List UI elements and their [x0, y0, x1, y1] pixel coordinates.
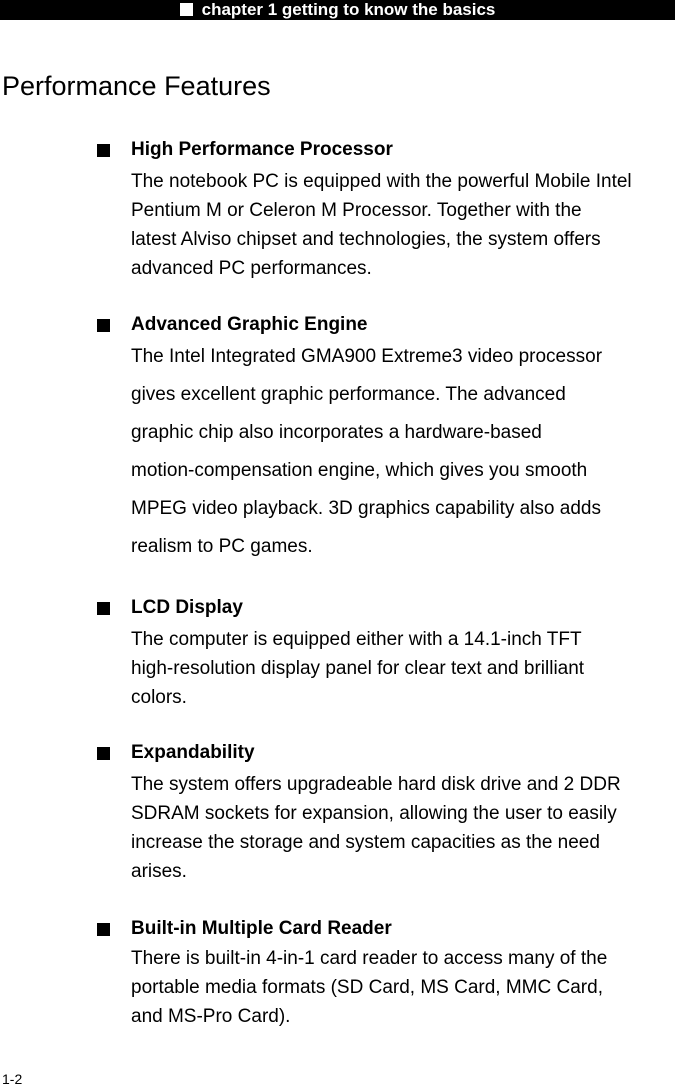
feature-text-line: The computer is equipped either with a 14.1-inch TFT	[131, 629, 582, 650]
feature-title: Built-in Multiple Card Reader	[131, 918, 392, 939]
feature-text-line: advanced PC performances.	[131, 258, 372, 279]
bullet-square-icon	[97, 602, 110, 615]
feature-text-line: increase the storage and system capacities as the need	[131, 832, 600, 853]
chapter-header-text: chapter 1 getting to know the basics	[201, 0, 496, 19]
feature-text-line: colors.	[131, 687, 187, 708]
feature-title: Advanced Graphic Engine	[131, 314, 368, 335]
header-square-icon	[180, 3, 193, 16]
feature-text-line: The system offers upgradeable hard disk drive and 2 DDR	[131, 774, 621, 795]
feature-text-line: latest Alviso chipset and technologies, the system offers	[131, 229, 601, 250]
feature-title: LCD Display	[131, 597, 243, 618]
feature-text-line: gives excellent graphic performance. The advanced	[131, 384, 566, 405]
bullet-square-icon	[97, 144, 110, 157]
feature-text-line: portable media formats (SD Card, MS Card, MMC Card,	[131, 977, 603, 998]
feature-text-line: MPEG video playback. 3D graphics capability also adds	[131, 498, 601, 519]
bullet-square-icon	[97, 923, 110, 936]
feature-text-line: and MS-Pro Card).	[131, 1006, 291, 1027]
feature-text-line: The notebook PC is equipped with the powerful Mobile Intel	[131, 171, 632, 192]
bullet-square-icon	[97, 319, 110, 332]
feature-title: Expandability	[131, 742, 255, 763]
feature-text-line: high-resolution display panel for clear text and brilliant	[131, 658, 585, 679]
page-number: 1-2	[2, 1071, 23, 1087]
feature-text-line: arises.	[131, 861, 187, 882]
feature-text-line: There is built-in 4-in-1 card reader to access many of the	[131, 948, 608, 969]
feature-text-line: The Intel Integrated GMA900 Extreme3 video processor	[131, 346, 603, 367]
feature-text-line: Pentium M or Celeron M Processor. Together with the	[131, 200, 582, 221]
feature-text-line: graphic chip also incorporates a hardware-based	[131, 422, 542, 443]
feature-text-line: SDRAM sockets for expansion, allowing the user to easily	[131, 803, 617, 824]
bullet-square-icon	[97, 747, 110, 760]
chapter-header	[0, 0, 675, 20]
feature-title: High Performance Processor	[131, 139, 393, 160]
feature-text-line: motion-compensation engine, which gives you smooth	[131, 460, 588, 481]
feature-text-line: realism to PC games.	[131, 536, 313, 557]
page-title: Performance Features	[2, 71, 271, 101]
